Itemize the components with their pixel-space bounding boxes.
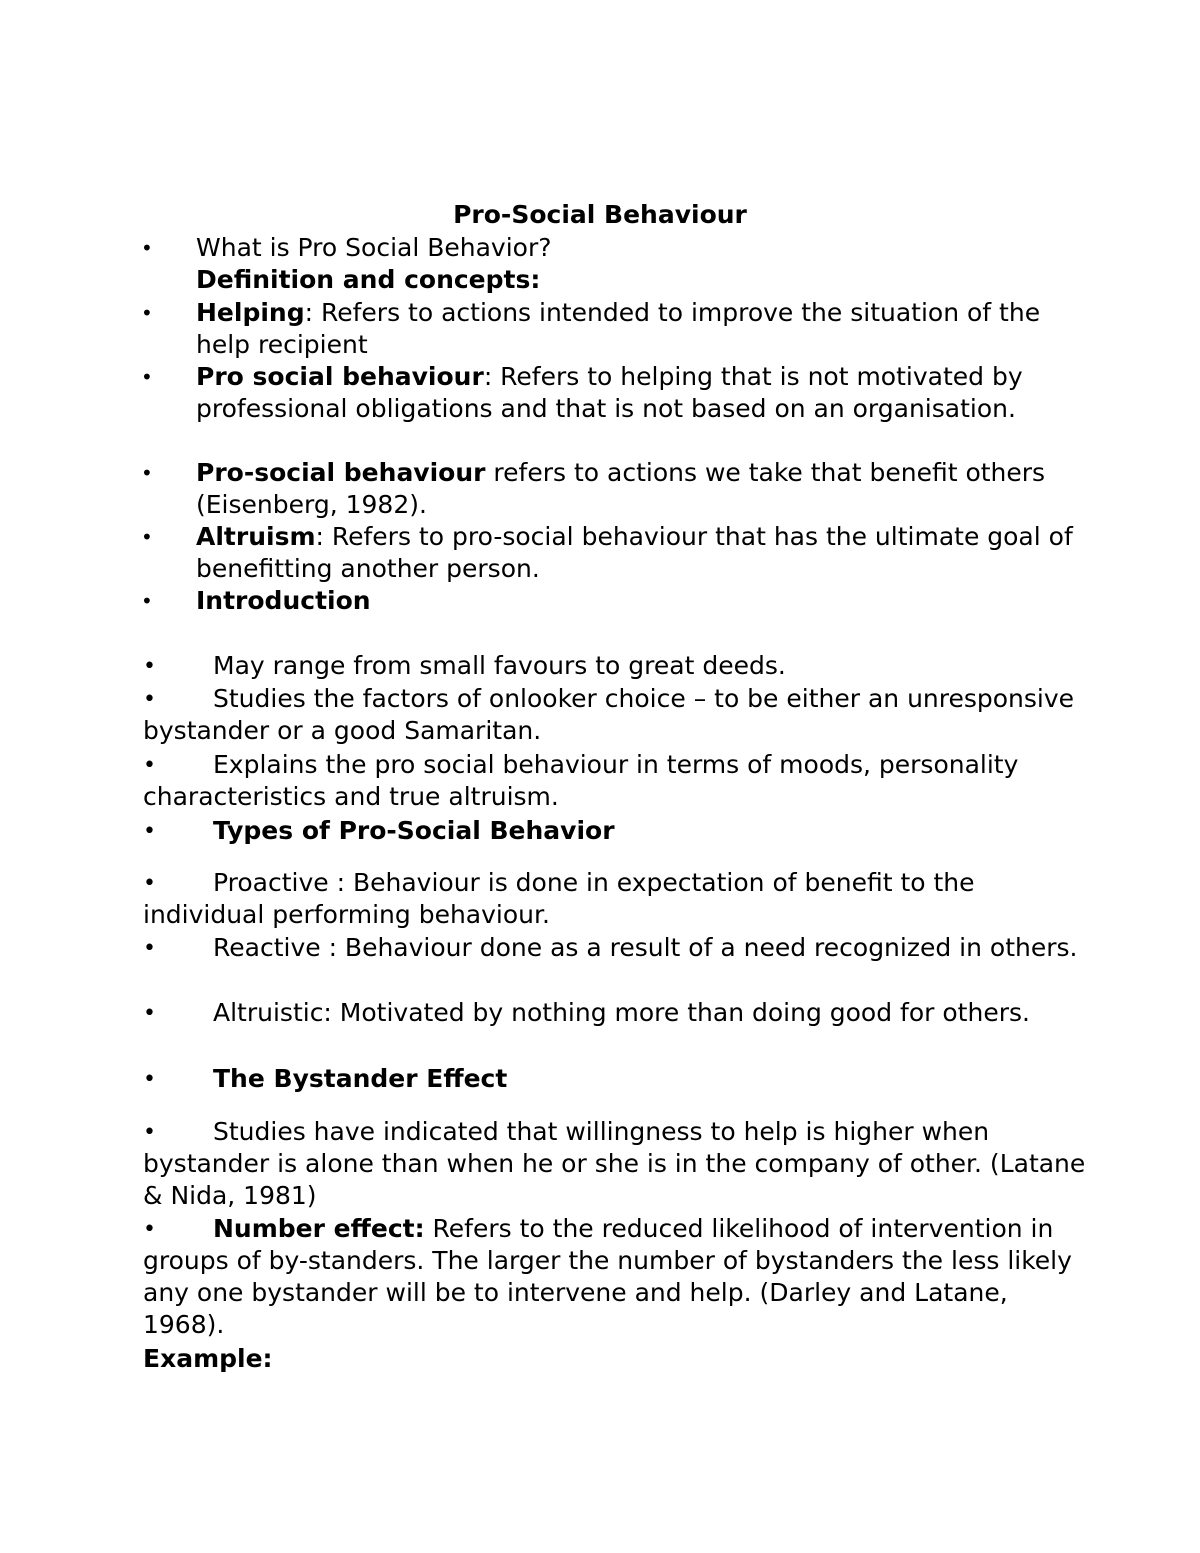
bullet-icon: • xyxy=(141,461,153,485)
bullet-icon: • xyxy=(143,753,156,778)
list-item: • Number effect: Refers to the reduced likelihood of intervention in groups of by-standers. The larger the number of bystanders the less likely any one bystander will be to intervene and help. (Darley and Latane, 1968). xyxy=(143,1214,1072,1339)
list-item: • Pro-social behaviour refers to actions we take that benefit others (Eisenberg, 1982). xyxy=(141,458,1046,519)
list-item: • Reactive : Behaviour done as a result of a need recognized in others. xyxy=(143,932,1093,964)
list-item: • Studies the factors of onlooker choice – to be either an unresponsive bystander or a good Samaritan. xyxy=(143,684,1075,745)
list-item: • Altruistic: Motivated by nothing more than doing good for others. xyxy=(143,997,1093,1029)
bullet-icon: • xyxy=(143,936,156,961)
bullet-icon: • xyxy=(143,1120,156,1145)
list-item: • Altruism: Refers to pro-social behaviour that has the ultimate goal of benefitting another person. xyxy=(141,522,1073,583)
bullet-icon: • xyxy=(143,1067,156,1092)
bullet-icon: • xyxy=(143,1217,156,1242)
list-item: • Proactive : Behaviour is done in expectation of benefit to the individual performing behaviour. xyxy=(143,868,975,929)
bullet-icon: • xyxy=(143,819,156,844)
bullet-icon: • xyxy=(141,525,153,549)
section-heading: • Types of Pro-Social Behavior xyxy=(143,815,1093,847)
section-heading: Definition and concepts: xyxy=(196,265,541,294)
bullet-icon: • xyxy=(141,236,153,260)
list-item: • Introduction xyxy=(141,586,371,615)
bullet-icon: • xyxy=(143,654,156,679)
list-item: • Helping: Refers to actions intended to improve the situation of the help recipient xyxy=(141,298,1041,359)
bullet-icon: • xyxy=(143,871,156,896)
bullet-icon: • xyxy=(143,1001,156,1026)
bullet-icon: • xyxy=(141,589,153,613)
list-item: • Explains the pro social behaviour in terms of moods, personality characteristics and true altruism. xyxy=(143,750,1019,811)
list-item: • Pro social behaviour: Refers to helping that is not motivated by professional obligations and that is not based on an organisation. xyxy=(141,362,1023,423)
list-item: • May range from small favours to great deeds. xyxy=(143,650,1093,682)
list-item: • Studies have indicated that willingness to help is higher when bystander is alone than when he or she is in the company of other. (Latane & Nida, 1981) xyxy=(143,1117,1086,1210)
page-title: Pro-Social Behaviour xyxy=(453,200,747,229)
list-item: • What is Pro Social Behavior? xyxy=(141,233,552,262)
bullet-icon: • xyxy=(141,301,153,325)
bullet-icon: • xyxy=(143,687,156,712)
bullet-icon: • xyxy=(141,365,153,389)
example-label: Example: xyxy=(143,1344,273,1373)
section-heading: • The Bystander Effect xyxy=(143,1063,1093,1095)
